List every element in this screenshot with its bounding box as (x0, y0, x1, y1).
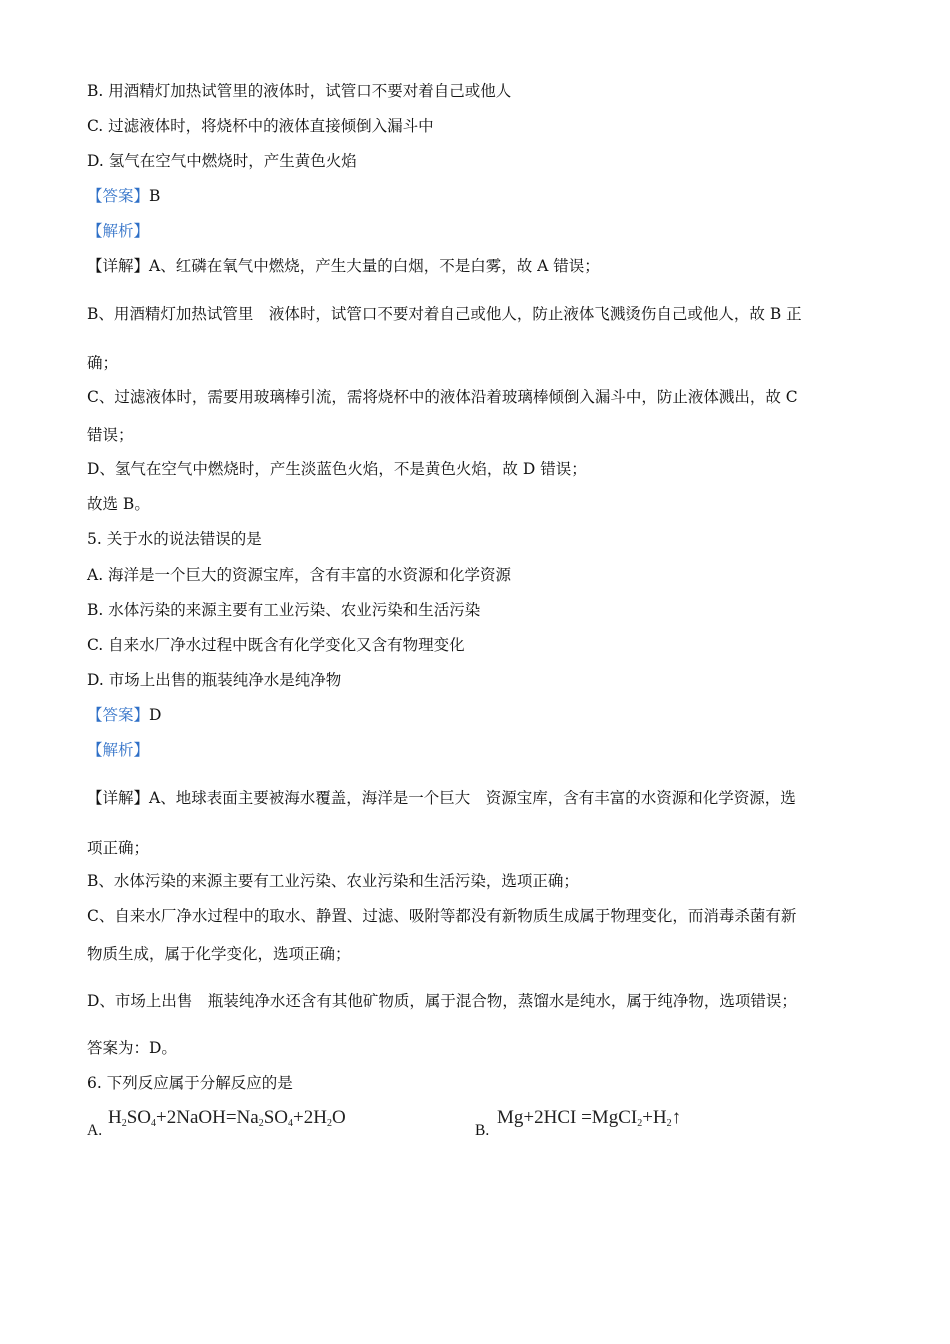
question-title: 5. 关于水的说法错误的是 (87, 530, 262, 548)
text-line: 错误； (87, 426, 134, 444)
option-line: A. 海洋是一个巨大的资源宝库，含有丰富的水资源和化学资源 (87, 566, 512, 584)
text-line: C、过滤液体时，需要用玻璃棒引流，需将烧杯中的液体沿着玻璃棒倾倒入漏斗中，防止液体溅出，故 C (87, 388, 798, 406)
question-title: 6. 下列反应属于分解反应的是 (87, 1074, 293, 1092)
text-line: C、自来水厂净水过程中的取水、静置、过滤、吸附等都没有新物质生成属于物理变化，而消毒杀菌有新 (87, 907, 797, 925)
option-a-equation: $H_2SO_4+2NaOH=Na_2SO_4+2H_2O$ (108, 1107, 346, 1129)
text-line: 故选 B。 (87, 495, 150, 513)
text-line: D、市场上出售 瓶装纯净水还含有其他矿物质，属于混合物，蒸馏水是纯水，属于纯净物，选项错误； (87, 992, 797, 1010)
option-line: C. 自来水厂净水过程中既含有化学变化又含有物理变化 (87, 636, 465, 654)
text-line: C. 过滤液体时，将烧杯中的液体直接倾倒入漏斗中 (87, 117, 434, 135)
text-line: 项正确； (87, 839, 150, 857)
text-line: 答案为：D。 (87, 1039, 177, 1057)
analysis-heading: 【解析】 (87, 741, 150, 759)
analysis-heading: 【解析】 (87, 222, 150, 240)
option-a-label: A. (87, 1122, 103, 1139)
text-line: 【详解】A、地球表面主要被海水覆盖，海洋是一个巨大 资源宝库，含有丰富的水资源和化学资源，选 (87, 789, 796, 807)
text-line: D. 氢气在空气中燃烧时，产生黄色火焰 (87, 152, 357, 170)
text-line: B、用酒精灯加热试管里 液体时，试管口不要对着自己或他人，防止液体飞溅烫伤自己或他人，故 B 正 (87, 305, 802, 323)
text-line: B. 用酒精灯加热试管里的液体时，试管口不要对着自己或他人 (87, 82, 512, 100)
answer-line: 【答案】B (87, 187, 161, 205)
text-line: 【详解】A、红磷在氧气中燃烧，产生大量的白烟，不是白雾，故 A 错误； (87, 257, 600, 275)
text-line: 确； (87, 354, 119, 372)
option-b-label: B. (475, 1122, 490, 1139)
option-line: D. 市场上出售的瓶装纯净水是纯净物 (87, 671, 342, 689)
option-b-equation: $Mg+2HCI =MgCI_2+H_2↑$ (497, 1107, 682, 1129)
option-line: B. 水体污染的来源主要有工业污染、农业污染和生活污染 (87, 601, 481, 619)
answer-line: 【答案】D (87, 706, 162, 724)
text-line: 物质生成，属于化学变化，选项正确； (87, 945, 351, 963)
text-line: B、水体污染的来源主要有工业污染、农业污染和生活污染，选项正确； (87, 872, 579, 890)
text-line: D、氢气在空气中燃烧时，产生淡蓝色火焰，不是黄色火焰，故 D 错误； (87, 460, 587, 478)
